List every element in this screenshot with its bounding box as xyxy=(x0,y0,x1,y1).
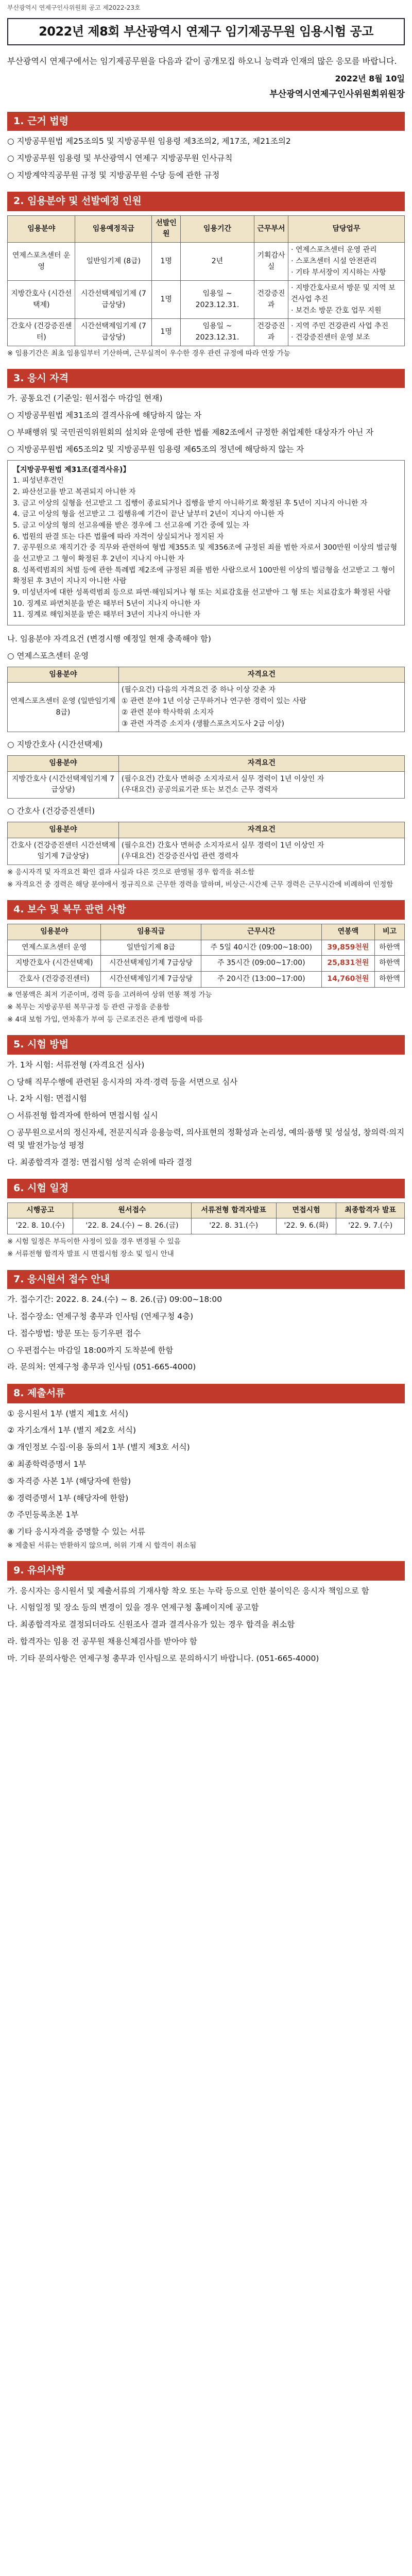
table-header-row xyxy=(8,822,405,838)
table-header: 임용분야 xyxy=(8,924,101,940)
announcement-date: 2022년 8월 10일 xyxy=(335,74,405,84)
table-header: 비고 xyxy=(375,924,405,940)
table-cell: 1명 xyxy=(152,319,181,346)
table-cell: 일반임기제 8급 xyxy=(101,940,201,956)
table-header: 자격요건 xyxy=(118,755,404,771)
table-cell: 하한액 xyxy=(375,940,405,956)
list-item: 6. 법원의 판결 또는 다른 법률에 따라 자격이 상실되거나 정지된 자 xyxy=(13,532,224,541)
list-item: 라. 합격자는 임용 전 공무원 채용신체검사를 받아야 함 xyxy=(7,1636,197,1646)
section-documents xyxy=(7,1384,405,1551)
table-cell: 건강증진과 xyxy=(254,281,288,319)
table-cell: 시간선택제임기제 7급상당 xyxy=(101,971,201,987)
table-header: 임용분야 xyxy=(8,755,119,771)
table-cell: (필수요건) 간호사 면허증 소지자로서 실무 경력이 1년 이상인 자 (우대요건) 건강증진사업 관련 경력자 xyxy=(118,838,404,865)
table-header: 자격요건 xyxy=(118,667,404,683)
table-row xyxy=(8,940,405,956)
list-item: ⑤ 자격증 사본 1부 (해당자에 한함) xyxy=(7,1476,131,1486)
table-header: 근무부서 xyxy=(254,215,288,242)
table-cell: · 연제스포츠센터 운영 관리 · 스포츠센터 시설 안전관리 · 기타 부서장이 지시하는 사항 xyxy=(288,243,405,281)
table-note: ※ 자격요건 중 경력은 해당 분야에서 정규직으로 근무한 경력을 말하며, 비상근·시간제 근무 경력은 근무시간에 비례하여 인정함 xyxy=(7,880,393,889)
table-header-row xyxy=(8,667,405,683)
table-cell: 2년 xyxy=(181,243,254,281)
list-item: 나. 접수장소: 연제구청 총무과 인사팀 (연제구청 4층) xyxy=(7,1311,194,1321)
section-heading: 6. 시험 일정 xyxy=(7,1179,405,1198)
table-cell: · 지방간호사로서 방문 및 지역 보건사업 추진 · 보건소 방문 간호 업무 지원 xyxy=(288,281,405,319)
list-item: 다. 최종합격자로 결정되더라도 신원조사 결과 결격사유가 있는 경우 합격을 취소함 xyxy=(7,1620,295,1630)
table-cell: 기획감사실 xyxy=(254,243,288,281)
list-item: 라. 문의처: 연제구청 총무과 인사팀 (051-665-4000) xyxy=(7,1362,196,1372)
table-cell: 시간선택제임기제 7급상당 xyxy=(101,956,201,972)
table-row xyxy=(8,956,405,972)
table-cell: 일반임기제 (8급) xyxy=(75,243,152,281)
subsection-title: 가. 공통요건 (기준일: 원서접수 마감일 현재) xyxy=(7,394,163,403)
table-row xyxy=(8,683,405,732)
list-item: ○ 간호사 (건강증진센터) xyxy=(7,806,95,816)
list-item: ④ 최종학력증명서 1부 xyxy=(7,1459,87,1469)
page-title: 2022년 제8회 부산광역시 연제구 임기제공무원 임용시험 공고 xyxy=(7,18,405,45)
section-exam-method xyxy=(7,1035,405,1168)
table-header-row xyxy=(8,1202,405,1218)
list-item: 9. 미성년자에 대한 성폭력범죄 등으로 파면·해임되거나 형 또는 치료감호를 선고받아 그 형 또는 치료감호가 확정된 사람 xyxy=(13,588,391,597)
announcement-number: 부산광역시 연제구인사위원회 공고 제2022-23호 xyxy=(7,4,141,11)
table-header: 면접시험 xyxy=(276,1202,336,1218)
list-item: ○ 지방간호사 (시간선택제) xyxy=(7,740,103,750)
table-cell: 지방간호사 (시간선택제) xyxy=(8,956,101,972)
list-item: ○ 연제스포츠센터 운영 xyxy=(7,651,89,660)
list-item: 나. 시험일정 및 장소 등의 변경이 있을 경우 연제구청 홈페이지에 공고함 xyxy=(7,1603,259,1613)
table-header: 임용분야 xyxy=(8,822,119,838)
table-header: 최종합격자 발표 xyxy=(336,1202,405,1218)
table-note: ※ 제출된 서류는 반환하지 않으며, 허위 기재 시 합격이 취소됨 xyxy=(7,1541,197,1550)
table-header: 담당업무 xyxy=(288,215,405,242)
table-header: 임용분야 xyxy=(8,667,119,683)
section-heading: 1. 근거 법령 xyxy=(7,112,405,131)
table-cell: 간호사 (건강증진센터) xyxy=(8,319,75,346)
qualification-table xyxy=(7,822,405,865)
list-item: ① 응시원서 1부 (별지 제1호 서식) xyxy=(7,1409,129,1418)
section-heading: 4. 보수 및 복무 관련 사항 xyxy=(7,900,405,919)
table-cell: 주 5일 40시간 (09:00~18:00) xyxy=(201,940,321,956)
table-header-row xyxy=(8,215,405,242)
list-item: 가. 응시자는 응시원서 및 제출서류의 기재사항 착오 또는 누락 등으로 인한 불이익은 응시자 책임으로 함 xyxy=(7,1586,369,1596)
table-cell: 임용일 ~ 2023.12.31. xyxy=(181,281,254,319)
list-item: ○ 지방공무원법 제25조의5 및 지방공무원 임용령 제3조의2, 제17조, 제21조의2 xyxy=(7,136,291,146)
box-title: 【지방공무원법 제31조(결격사유)】 xyxy=(13,465,130,474)
section-positions xyxy=(7,192,405,359)
table-header: 자격요건 xyxy=(118,822,404,838)
section-salary xyxy=(7,900,405,1025)
list-item: 1. 피성년후견인 xyxy=(13,477,64,485)
table-note: ※ 서류전형 합격자 발표 시 면접시험 장소 및 일시 안내 xyxy=(7,1250,174,1259)
qualification-table xyxy=(7,755,405,799)
table-cell: 시간선택제임기제 (7급상당) xyxy=(75,319,152,346)
list-item: 5. 금고 이상의 형의 선고유예를 받은 경우에 그 선고유예 기간 중에 있는 자 xyxy=(13,521,249,530)
table-row xyxy=(8,1218,405,1234)
table-cell: 지방간호사 (시간선택제) xyxy=(8,281,75,319)
table-header-row xyxy=(8,755,405,771)
schedule-table xyxy=(7,1202,405,1234)
table-header-row xyxy=(8,924,405,940)
table-cell: 건강증진과 xyxy=(254,319,288,346)
section-qualifications xyxy=(7,369,405,890)
section-heading: 7. 응시원서 접수 안내 xyxy=(7,1270,405,1289)
list-item: 7. 공무원으로 재직기간 중 직무와 관련하여 형법 제355조 및 제356조에 규정된 죄를 범한 자로서 300만원 이상의 벌금형을 선고받고 그 형이 확정된 후 2년이 지나지 아니한 자 xyxy=(13,544,398,564)
disqualification-box xyxy=(7,460,405,626)
table-row xyxy=(8,281,405,319)
section-heading: 5. 시험 방법 xyxy=(7,1035,405,1054)
table-cell: 14,760천원 xyxy=(321,971,374,987)
table-cell: (필수요건) 다음의 자격요건 중 하나 이상 갖춘 자 ① 관련 분야 1년 이상 근무하거나 연구한 경력이 있는 사람 ② 관련 분야 학사학위 소지자 ③ 관련 자격증 소지자 (생활스포츠지도사 2급 이상) xyxy=(118,683,404,732)
table-header: 임용분야 xyxy=(8,215,75,242)
list-item: ② 자기소개서 1부 (별지 제2호 서식) xyxy=(7,1426,136,1435)
table-cell: '22. 9. 6.(화) xyxy=(276,1218,336,1234)
list-item: ○ 지방계약직공무원 규정 및 지방공무원 수당 등에 관한 규정 xyxy=(7,170,220,180)
list-item: ○ 지방공무원법 제31조의 결격사유에 해당하지 않는 자 xyxy=(7,411,202,420)
list-item: 3. 금고 이상의 실형을 선고받고 그 집행이 종료되거나 집행을 받지 아니하기로 확정된 후 5년이 지나지 아니한 자 xyxy=(13,499,368,507)
table-header: 선발인원 xyxy=(152,215,181,242)
positions-table xyxy=(7,215,405,346)
table-header: 근무시간 xyxy=(201,924,321,940)
table-note: ※ 응시자격 및 자격요건 확인 결과 사실과 다른 것으로 판명될 경우 합격을 취소함 xyxy=(7,868,255,876)
table-header: 원서접수 xyxy=(73,1202,191,1218)
table-cell: 25,831천원 xyxy=(321,956,374,972)
qualification-table xyxy=(7,667,405,732)
table-header: 연봉액 xyxy=(321,924,374,940)
table-row xyxy=(8,771,405,798)
table-cell: (필수요건) 간호사 면허증 소지자로서 실무 경력이 1년 이상인 자 (우대요건) 공공의료기관 또는 보건소 근무 경력자 xyxy=(118,771,404,798)
list-item: ○ 지방공무원법 제65조의2 및 지방공무원 임용령 제65조의 정년에 해당하지 않는 자 xyxy=(7,444,304,454)
table-cell: 간호사 (건강증진센터) xyxy=(8,971,101,987)
table-cell: 연제스포츠센터 운영 xyxy=(8,243,75,281)
table-cell: 주 35시간 (09:00~17:00) xyxy=(201,956,321,972)
table-cell: 주 20시간 (13:00~17:00) xyxy=(201,971,321,987)
list-item: ○ 당해 직무수행에 관련된 응시자의 자격·경력 등을 서면으로 심사 xyxy=(7,1077,238,1087)
table-row xyxy=(8,319,405,346)
section-schedule xyxy=(7,1179,405,1259)
table-cell: 연제스포츠센터 운영 (일반임기제 8급) xyxy=(8,683,119,732)
table-row xyxy=(8,971,405,987)
table-cell: · 지역 주민 건강관리 사업 추진 · 건강증진센터 운영 보조 xyxy=(288,319,405,346)
table-cell: 하한액 xyxy=(375,971,405,987)
section-heading: 3. 응시 자격 xyxy=(7,369,405,388)
table-row xyxy=(8,243,405,281)
subsection-title: 나. 임용분야 자격요건 (변경시행 예정일 현재 충족해야 함) xyxy=(7,634,211,644)
list-item: ⑥ 경력증명서 1부 (해당자에 한함) xyxy=(7,1493,129,1503)
list-item: 다. 최종합격자 결정: 면접시험 성적 순위에 따라 결정 xyxy=(7,1157,193,1167)
section-heading: 9. 유의사항 xyxy=(7,1561,405,1580)
table-cell: 39,859천원 xyxy=(321,940,374,956)
table-cell: '22. 8. 24.(수) ~ 8. 26.(금) xyxy=(73,1218,191,1234)
list-item: 마. 기타 문의사항은 연제구청 총무과 인사팀으로 문의하시기 바랍니다. (051-665-4000) xyxy=(7,1653,319,1663)
intro-text: 부산광역시 연제구에서는 임기제공무원을 다음과 같이 공개모집 하오니 능력과 인재의 많은 응모를 바랍니다. xyxy=(7,56,397,66)
list-item: 10. 징계로 파면처분을 받은 때부터 5년이 지나지 아니한 자 xyxy=(13,599,201,608)
table-cell: 연제스포츠센터 운영 xyxy=(8,940,101,956)
table-row xyxy=(8,838,405,865)
table-header: 임용직급 xyxy=(101,924,201,940)
list-item: ○ 공무원으로서의 정신자세, 전문지식과 응용능력, 의사표현의 정확성과 논리성, 예의·품행 및 성실성, 창의력·의지력 및 발전가능성 평정 xyxy=(7,1127,405,1150)
list-item: ○ 부패행위 및 국민권익위원회의 설치와 운영에 관한 법률 제82조에서 규정한 취업제한 대상자가 아닌 자 xyxy=(7,427,374,437)
table-header: 서류전형 합격자발표 xyxy=(191,1202,276,1218)
table-header: 시행공고 xyxy=(8,1202,73,1218)
section-legal-basis xyxy=(7,112,405,182)
list-item: 가. 1차 시험: 서류전형 (자격요건 심사) xyxy=(7,1060,145,1070)
table-cell: 간호사 (건강증진센터 시간선택제임기제 7급상당) xyxy=(8,838,119,865)
table-header: 임용예정직급 xyxy=(75,215,152,242)
table-note: ※ 복무는 지방공무원 복무규정 등 관련 규정을 준용함 xyxy=(7,1003,170,1011)
table-header: 임용기간 xyxy=(181,215,254,242)
section-heading: 8. 제출서류 xyxy=(7,1384,405,1403)
list-item: ⑦ 주민등록초본 1부 xyxy=(7,1510,79,1520)
section-application xyxy=(7,1270,405,1374)
section-heading: 2. 임용분야 및 선발예정 인원 xyxy=(7,192,405,211)
table-note: ※ 4대 보험 가입, 연차휴가 부여 등 근로조건은 관계 법령에 따름 xyxy=(7,1015,203,1024)
list-item: ○ 서류전형 합격자에 한하여 면접시험 실시 xyxy=(7,1111,158,1121)
list-item: 나. 2차 시험: 면접시험 xyxy=(7,1094,87,1104)
section-notices xyxy=(7,1561,405,1665)
table-cell: 1명 xyxy=(152,243,181,281)
table-cell: '22. 8. 10.(수) xyxy=(8,1218,73,1234)
table-note: ※ 연봉액은 최저 기준이며, 경력 등을 고려하여 상위 연봉 책정 가능 xyxy=(7,990,212,999)
table-cell: 시간선택제임기제 (7급상당) xyxy=(75,281,152,319)
table-note: ※ 시험 일정은 부득이한 사정이 있을 경우 변경될 수 있음 xyxy=(7,1238,181,1246)
table-cell: '22. 9. 7.(수) xyxy=(336,1218,405,1234)
list-item: ○ 지방공무원 임용령 및 부산광역시 연제구 지방공무원 인사규칙 xyxy=(7,153,233,163)
list-item: 8. 성폭력범죄의 처벌 등에 관한 특례법 제2조에 규정된 죄를 범한 사람으로서 100만원 이상의 벌금형을 선고받고 그 형이 확정된 후 3년이 지나지 아니한 사람 xyxy=(13,566,396,586)
list-item: 다. 접수방법: 방문 또는 등기우편 접수 xyxy=(7,1328,141,1338)
table-cell: 임용일 ~ 2023.12.31. xyxy=(181,319,254,346)
issuing-organization: 부산광역시연제구인사위원회위원장 xyxy=(269,89,405,100)
list-item: ⑧ 기타 응시자격을 증명할 수 있는 서류 xyxy=(7,1527,146,1537)
table-note: ※ 임용기간은 최초 임용일부터 기산하며, 근무실적이 우수한 경우 관련 규정에 따라 연장 가능 xyxy=(7,349,290,358)
list-item: ○ 우편접수는 마감일 18:00까지 도착분에 한함 xyxy=(7,1345,174,1355)
list-item: 가. 접수기간: 2022. 8. 24.(수) ~ 8. 26.(금) 09:00~18:00 xyxy=(7,1295,222,1304)
list-item: ③ 개인정보 수집·이용 동의서 1부 (별지 제3호 서식) xyxy=(7,1443,190,1452)
list-item: 2. 파산선고를 받고 복권되지 아니한 자 xyxy=(13,487,136,496)
salary-table xyxy=(7,924,405,988)
list-item: 11. 징계로 해임처분을 받은 때부터 3년이 지나지 아니한 자 xyxy=(13,611,201,619)
table-cell: '22. 8. 31.(수) xyxy=(191,1218,276,1234)
table-cell: 하한액 xyxy=(375,956,405,972)
table-cell: 지방간호사 (시간선택제임기제 7급상당) xyxy=(8,771,119,798)
table-cell: 1명 xyxy=(152,281,181,319)
list-item: 4. 금고 이상의 형을 선고받고 그 집행유예 기간이 끝난 날부터 2년이 지나지 아니한 자 xyxy=(13,510,284,519)
